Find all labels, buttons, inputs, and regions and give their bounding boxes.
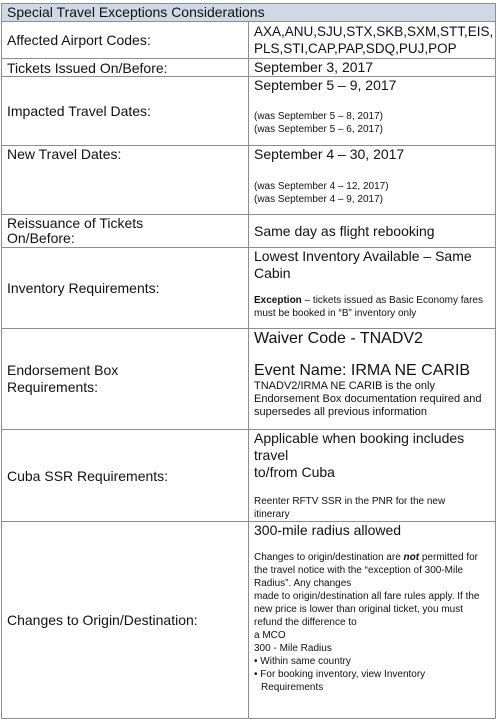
exceptions-table — [1, 3, 496, 719]
inventory-line: Cabin — [254, 265, 291, 281]
waiver-code: Waiver Code - TNADV2 — [254, 330, 423, 347]
row-label — [2, 215, 249, 248]
row-label-line: Endorsement Box — [7, 362, 119, 378]
row-label — [2, 329, 249, 430]
reissue-value: Same day as flight rebooking — [249, 215, 496, 248]
issued-date: September 3, 2017 — [249, 59, 496, 77]
row-label: Affected Airport Codes: — [2, 22, 249, 59]
new-dates-value: September 4 – 30, 2017 — [254, 146, 405, 162]
table-row — [2, 146, 496, 215]
new-dates — [249, 146, 496, 215]
airport-codes — [249, 22, 496, 59]
airport-codes-line: AXA,ANU,SJU,STX,SKB,SXM,STT,EIS, — [254, 24, 494, 39]
table-row — [2, 329, 496, 430]
inventory-line: Lowest Inventory Available – Same — [254, 248, 472, 264]
table-row — [2, 59, 496, 77]
cuba-line: Applicable when booking includes travel — [254, 430, 465, 463]
row-label: Tickets Issued On/Before: — [2, 59, 249, 77]
changes-text: a MCO — [254, 630, 286, 641]
changes-bullet: • For booking inventory, view Inventory — [254, 669, 426, 680]
table-row — [2, 248, 496, 329]
changes-text: permitted for — [419, 552, 479, 563]
exception-text: – tickets issued as Basic Economy fares — [301, 295, 483, 306]
table-header-row — [2, 4, 496, 22]
changes-heading: 300-mile radius allowed — [254, 522, 402, 538]
changes-text: the travel notice with the “exception of 300-Mile — [254, 565, 463, 576]
cuba-line: to/from Cuba — [254, 464, 335, 480]
table-row — [2, 77, 496, 146]
changes-text: 300 - Mile Radius — [254, 643, 332, 654]
row-label: Inventory Requirements: — [2, 248, 249, 329]
endorsement-note: Endorsement Box documentation required and — [254, 393, 482, 405]
cuba-value — [249, 430, 496, 522]
endorsement-note: supersedes all previous information — [254, 406, 428, 418]
exception-text: must be booked in “B” inventory only — [254, 308, 417, 319]
changes-text: Requirements — [261, 682, 324, 693]
cuba-note: Reenter RFTV SSR in the PNR for the new — [254, 496, 446, 507]
changes-text: Radius”. Any changes — [254, 578, 352, 589]
endorsement-note: TNADV2/IRMA NE CARIB is the only — [254, 380, 435, 392]
changes-emphasis: not — [403, 552, 420, 563]
row-label-line: Reissuance of Tickets — [7, 215, 144, 231]
row-label-line: Requirements: — [7, 379, 99, 395]
changes-value — [249, 522, 496, 719]
row-label-line: On/Before: — [7, 230, 75, 246]
changes-text: new price is lower than original ticket, you must — [254, 604, 463, 615]
inventory-value — [249, 248, 496, 329]
impacted-dates-value: September 5 – 9, 2017 — [254, 77, 397, 93]
table-row — [2, 522, 496, 719]
table-row — [2, 430, 496, 522]
impacted-dates — [249, 77, 496, 146]
exceptions-table-container — [1, 3, 496, 719]
changes-text: refund the difference to — [254, 617, 357, 628]
changes-text: Changes to origin/destination are — [254, 552, 404, 563]
table-row — [2, 22, 496, 59]
table-row — [2, 215, 496, 248]
airport-codes-line: PLS,STI,CAP,PAP,SDQ,PUJ,POP — [254, 41, 457, 56]
cuba-note: itinerary — [254, 509, 290, 520]
new-dates-prev: (was September 4 – 12, 2017) — [254, 181, 389, 192]
new-dates-prev: (was September 4 – 9, 2017) — [254, 194, 383, 205]
impacted-dates-prev: (was September 5 – 8, 2017) — [254, 111, 383, 122]
event-name: Event Name: IRMA NE CARIB — [254, 362, 471, 379]
row-label: New Travel Dates: — [2, 146, 249, 215]
impacted-dates-prev: (was September 5 – 6, 2017) — [254, 124, 383, 135]
row-label: Changes to Origin/Destination: — [2, 522, 249, 719]
row-label: Cuba SSR Requirements: — [2, 430, 249, 522]
endorsement-value — [249, 329, 496, 430]
changes-text: made to origin/destination all fare rules apply. If the — [254, 591, 480, 602]
exception-label: Exception — [254, 295, 302, 306]
row-label: Impacted Travel Dates: — [2, 77, 249, 146]
changes-bullet: • Within same country — [254, 656, 351, 667]
table-title: Special Travel Exceptions Considerations — [2, 4, 496, 22]
